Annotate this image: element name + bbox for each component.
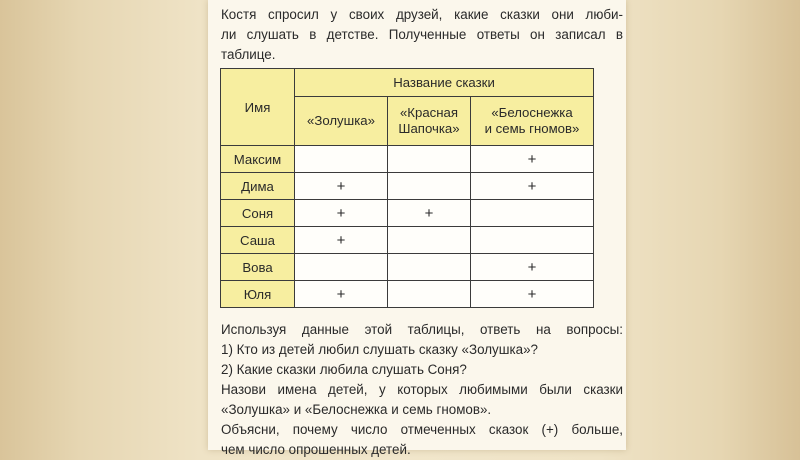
table-row (221, 281, 594, 308)
intro-line: таблице. (221, 47, 276, 62)
table-cell: + (471, 146, 594, 173)
textbook-page (208, 0, 626, 457)
row-name: Саша (221, 227, 295, 254)
question-line: Объясни, почему число отмеченных сказок (+) больше, (221, 422, 623, 437)
table-cell: + (295, 200, 388, 227)
table-cell (388, 173, 471, 200)
table-cell: + (295, 281, 388, 308)
row-name: Соня (221, 200, 295, 227)
column-header-snow-white (471, 97, 594, 146)
table-cell: + (471, 173, 594, 200)
table-cell (388, 281, 471, 308)
fairy-tale-group-header: Название сказки (295, 69, 594, 97)
table-cell: + (388, 200, 471, 227)
table-cell (295, 146, 388, 173)
row-name: Максим (221, 146, 295, 173)
column-header-red-riding-hood (388, 97, 471, 146)
row-name: Юля (221, 281, 295, 308)
row-name: Дима (221, 173, 295, 200)
question-line: Используя данные этой таблицы, ответь на вопросы: (221, 322, 623, 337)
table-row (221, 200, 594, 227)
column-header-cinderella (295, 97, 388, 146)
table-cell: + (295, 227, 388, 254)
question-line: «Золушка» и «Белоснежка и семь гномов». (221, 402, 492, 417)
name-column-header: Имя (221, 69, 295, 146)
column-header-line: Шапочка» (398, 121, 460, 136)
table-row (221, 173, 594, 200)
question-line: 2) Какие сказки любила слушать Соня? (221, 362, 467, 377)
intro-line: Костя спросил у своих друзей, какие сказки они люби- (221, 7, 623, 22)
table-cell: + (471, 254, 594, 281)
intro-line: ли слушать в детстве. Полученные ответы он записал в (221, 27, 623, 42)
fairy-tales-table (220, 68, 594, 308)
column-header-line: «Золушка» (307, 113, 375, 128)
table-cell (471, 227, 594, 254)
table-cell: + (295, 173, 388, 200)
table-row (221, 146, 594, 173)
column-header-line: «Красная (399, 105, 459, 120)
table-row (221, 254, 594, 281)
table-cell (295, 254, 388, 281)
table-cell (388, 227, 471, 254)
column-header-line: «Белоснежка (491, 105, 573, 120)
table-row (221, 227, 594, 254)
question-line: Назови имена детей, у которых любимыми были сказки (221, 382, 623, 397)
table-cell: + (471, 281, 594, 308)
table-cell (388, 254, 471, 281)
question-line: чем число опрошенных детей. (221, 442, 411, 457)
intro-text (221, 5, 623, 65)
question-line: 1) Кто из детей любил слушать сказку «Золушка»? (221, 342, 538, 357)
column-header-line: и семь гномов» (484, 121, 580, 136)
table-cell (471, 200, 594, 227)
row-name: Вова (221, 254, 295, 281)
table-cell (388, 146, 471, 173)
questions-text (221, 320, 623, 460)
